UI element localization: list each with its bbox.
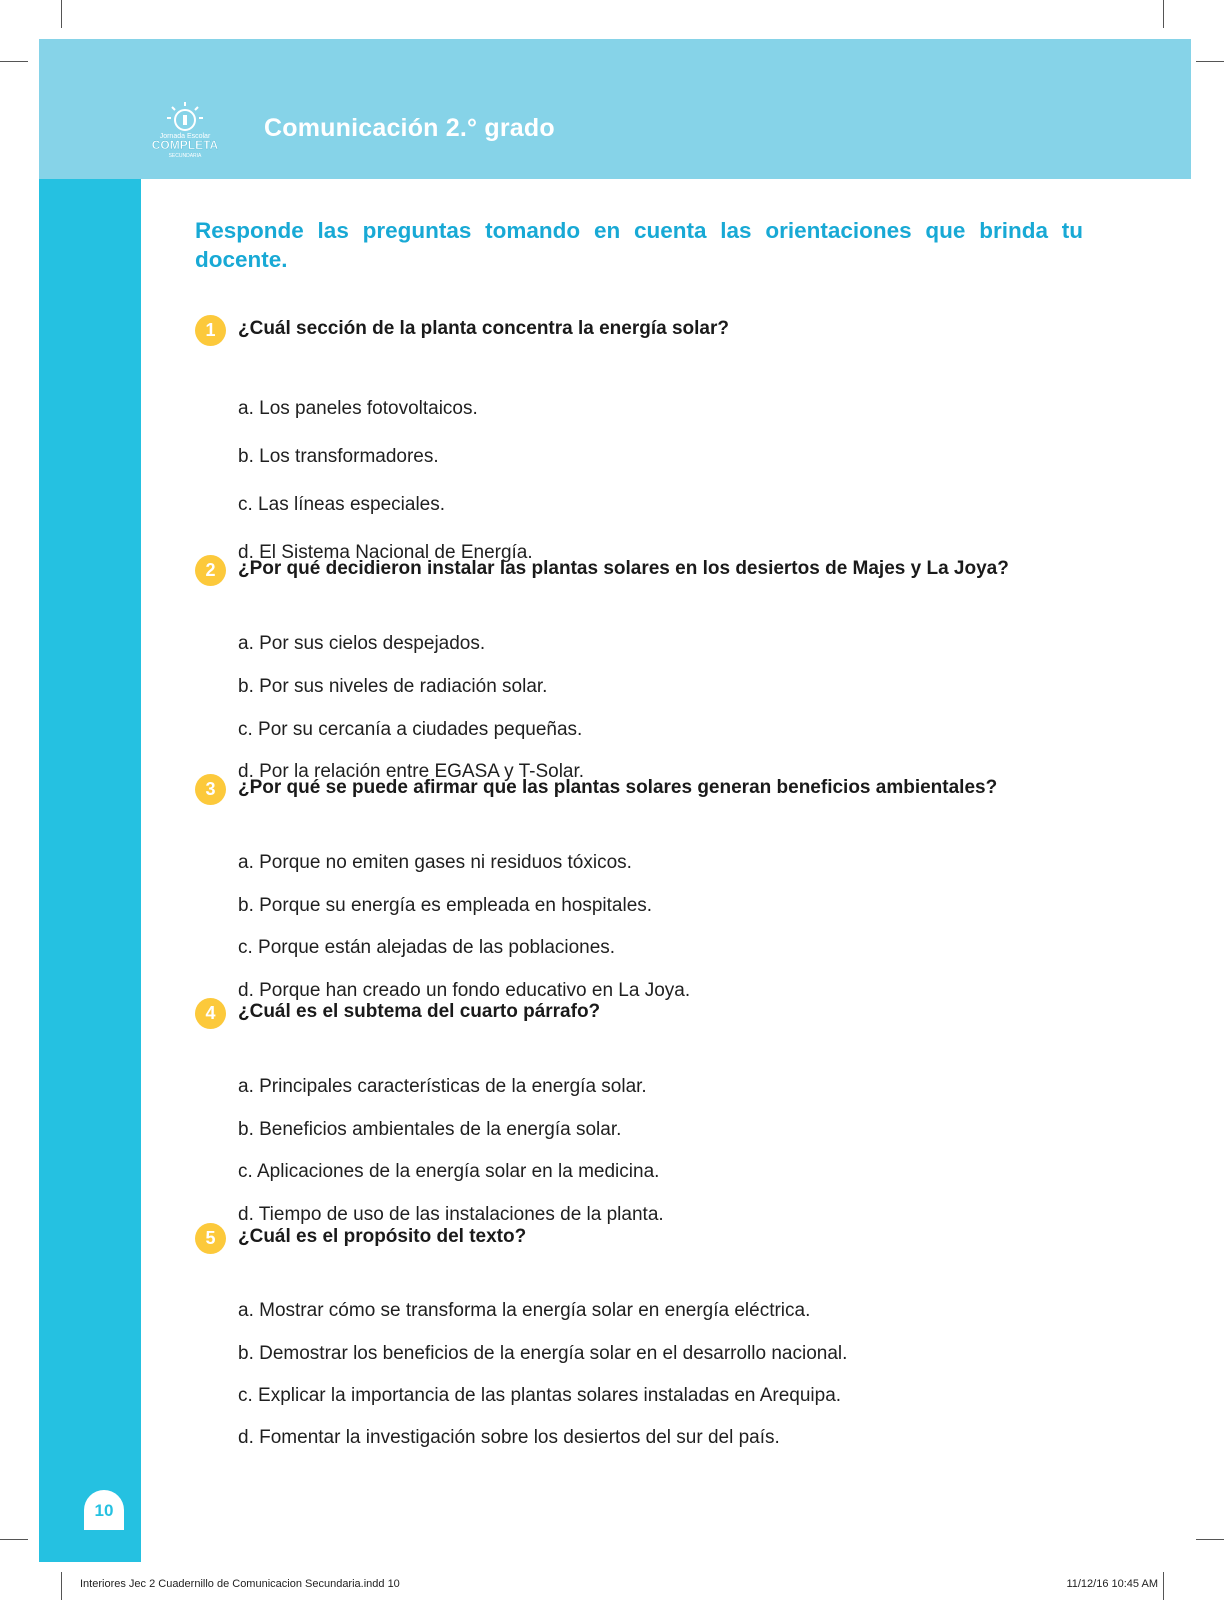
crop-mark [1163, 0, 1164, 28]
instructions: Responde las preguntas tomando en cuenta las orientaciones que brinda tu docente. [195, 218, 1083, 272]
question-header [195, 998, 1095, 1030]
crop-mark [0, 1539, 28, 1540]
option-a: a. Porque no emiten gases ni residuos tóxicos. [238, 852, 632, 873]
option-c: c. Aplicaciones de la energía solar en la medicina. [238, 1161, 660, 1182]
question-header [195, 774, 1095, 806]
footer-timestamp: 11/12/16 10:45 AM [1066, 1578, 1158, 1590]
option-b: b. Demostrar los beneficios de la energía solar en el desarrollo nacional. [238, 1343, 848, 1364]
crop-mark [0, 61, 28, 62]
logo-text-main: COMPLETA [151, 138, 219, 152]
option-b: b. Los transformadores. [238, 446, 439, 467]
option-d: d. Tiempo de uso de las instalaciones de la planta. [238, 1204, 664, 1225]
question-3 [195, 774, 1095, 1001]
option-c: c. Explicar la importancia de las plantas solares instaladas en Arequipa. [238, 1385, 842, 1406]
option-c: c. Porque están alejadas de las poblaciones. [238, 937, 616, 958]
question-number-badge: 1 [195, 315, 226, 346]
option-b: b. Por sus niveles de radiación solar. [238, 676, 548, 697]
question-text: ¿Cuál es el subtema del cuarto párrafo? [238, 1001, 601, 1022]
question-header [195, 555, 1095, 587]
crop-mark [1163, 1572, 1164, 1600]
page-number: 10 [84, 1490, 124, 1530]
option-a: a. Por sus cielos despejados. [238, 633, 486, 654]
option-d: d. El Sistema Nacional de Energía. [238, 542, 533, 563]
option-b: b. Beneficios ambientales de la energía solar. [238, 1119, 622, 1140]
sidebar-stripe [39, 179, 141, 1562]
question-number-badge: 5 [195, 1223, 226, 1254]
option-c: c. Las líneas especiales. [238, 494, 446, 515]
option-c: c. Por su cercanía a ciudades pequeñas. [238, 719, 583, 740]
question-header [195, 1223, 1095, 1255]
question-number-badge: 4 [195, 998, 226, 1029]
crop-mark [1196, 1539, 1224, 1540]
question-header [195, 315, 1095, 347]
option-d: d. Porque han creado un fondo educativo en La Joya. [238, 980, 691, 1001]
question-text: ¿Cuál es el propósito del texto? [238, 1226, 527, 1247]
option-a: a. Principales características de la energía solar. [238, 1076, 647, 1097]
question-number-badge: 2 [195, 555, 226, 586]
question-text: ¿Cuál sección de la planta concentra la energía solar? [238, 318, 729, 339]
option-d: d. Por la relación entre EGASA y T-Solar. [238, 761, 585, 782]
option-a: a. Mostrar cómo se transforma la energía solar en energía eléctrica. [238, 1300, 811, 1321]
page-title: Comunicación 2.° grado [264, 114, 555, 142]
option-a: a. Los paneles fotovoltaicos. [238, 398, 478, 419]
question-4 [195, 998, 1095, 1225]
logo-text-bottom: SECUNDARIA [168, 153, 202, 159]
option-d: d. Fomentar la investigación sobre los desiertos del sur del país. [238, 1427, 780, 1448]
crop-mark [61, 1572, 62, 1600]
question-text: ¿Por qué se puede afirmar que las plantas solares generan beneficios ambientales? [238, 777, 998, 798]
logo [144, 98, 226, 160]
question-number-badge: 3 [195, 774, 226, 805]
question-5 [195, 1223, 1095, 1448]
question-1 [195, 315, 1095, 563]
crop-mark [61, 0, 62, 28]
logo-text-top: Jornada Escolar [159, 133, 211, 140]
footer-file-name: Interiores Jec 2 Cuadernillo de Comunicacion Secundaria.indd 10 [80, 1578, 400, 1590]
question-text: ¿Por qué decidieron instalar las plantas solares en los desiertos de Majes y La Joya? [238, 558, 1009, 579]
question-2 [195, 555, 1095, 782]
option-b: b. Porque su energía es empleada en hospitales. [238, 895, 653, 916]
crop-mark [1196, 61, 1224, 62]
